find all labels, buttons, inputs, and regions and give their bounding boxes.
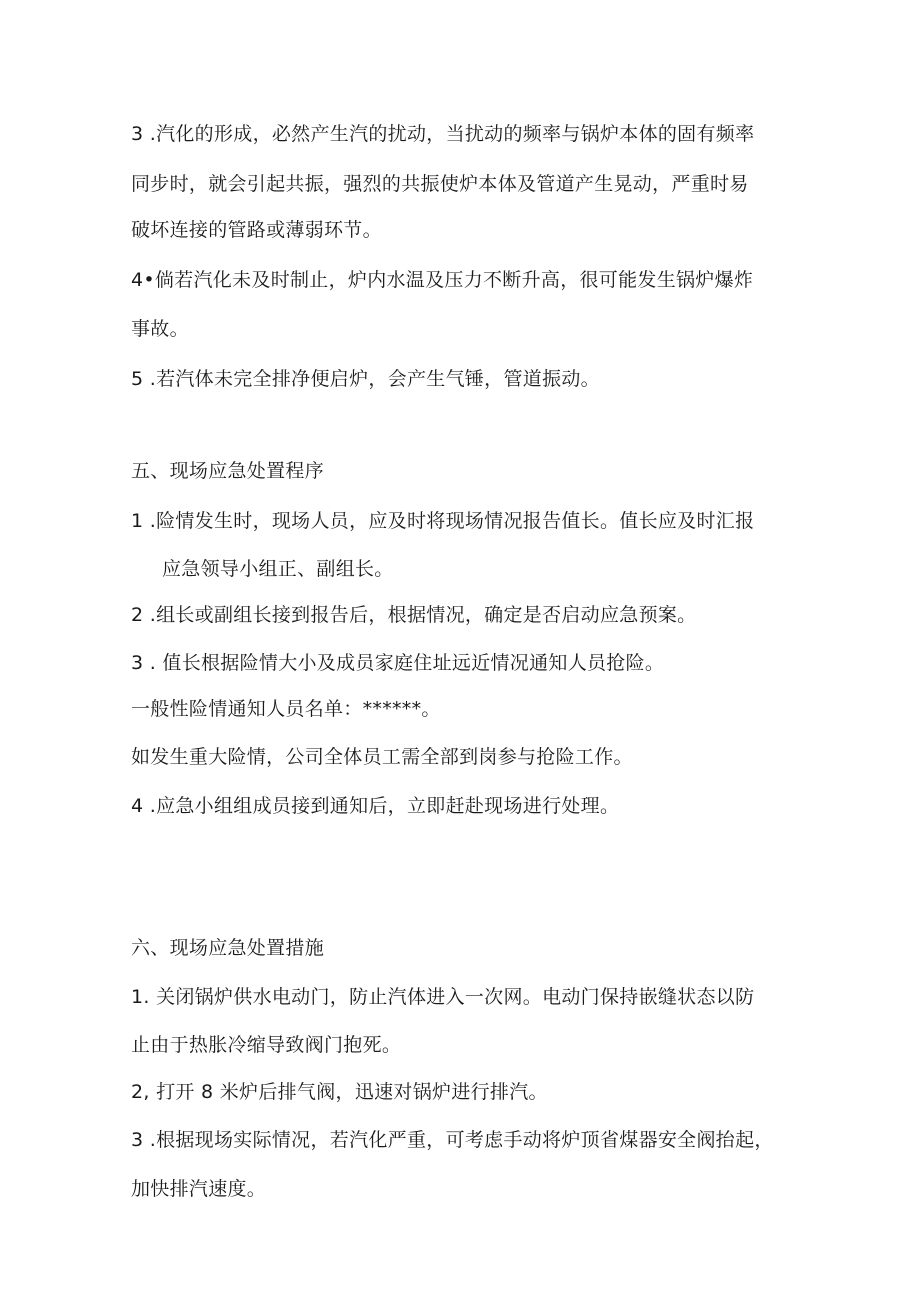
s6-item-1-line-1: 1. 关闭锅炉供水电动门，防止汽体进入一次网。电动门保持嵌缝状态以防: [131, 986, 755, 1008]
paragraph-3-line-3: 破坏连接的管路或薄弱环节。: [131, 219, 382, 241]
s5-item-2: 2 .组长或副组长接到报告后，根据情况，确定是否启动应急预案。: [131, 604, 697, 626]
paragraph-3-line-2: 同步时，就会引起共振，强烈的共振使炉本体及管道产生晃动，严重时易: [131, 173, 749, 195]
s6-item-3-line-2: 加快排汽速度。: [131, 1178, 267, 1200]
s6-item-1-line-2: 止由于热胀冷缩导致阀门抱死。: [131, 1034, 402, 1056]
s5-notice-list: 一般性险情通知人员名单：******。: [131, 698, 441, 720]
paragraph-3-line-1: 3 .汽化的形成，必然产生汽的扰动，当扰动的频率与锅炉本体的固有频率: [131, 123, 755, 145]
s5-item-3: 3 . 值长根据险情大小及成员家庭住址远近情况通知人员抢险。: [131, 652, 665, 674]
s5-item-1-line-2: 应急领导小组正、副组长。: [162, 558, 394, 580]
section-5-heading: 五、现场应急处置程序: [131, 460, 325, 482]
paragraph-5-line-1: 5 .若汽体未完全排净便启炉，会产生气锤，管道振动。: [131, 368, 600, 390]
paragraph-4-line-2: 事故。: [131, 318, 189, 340]
s6-item-2: 2, 打开 8 米炉后排气阀，迅速对锅炉进行排汽。: [131, 1081, 548, 1103]
paragraph-4-line-1: 4•倘若汽化未及时制止，炉内水温及压力不断升高，很可能发生锅炉爆炸: [131, 269, 754, 291]
section-6-heading: 六、现场应急处置措施: [131, 937, 325, 959]
s6-item-3-line-1: 3 .根据现场实际情况，若汽化严重，可考虑手动将炉顶省煤器安全阀抬起，: [131, 1129, 774, 1151]
s5-major-incident: 如发生重大险情，公司全体员工需全部到岗参与抢险工作。: [131, 746, 633, 768]
s5-item-1-line-1: 1 .险情发生时，现场人员，应及时将现场情况报告值长。值长应及时汇报: [131, 510, 755, 532]
s5-item-4: 4 .应急小组组成员接到通知后，立即赶赴现场进行处理。: [131, 795, 620, 817]
